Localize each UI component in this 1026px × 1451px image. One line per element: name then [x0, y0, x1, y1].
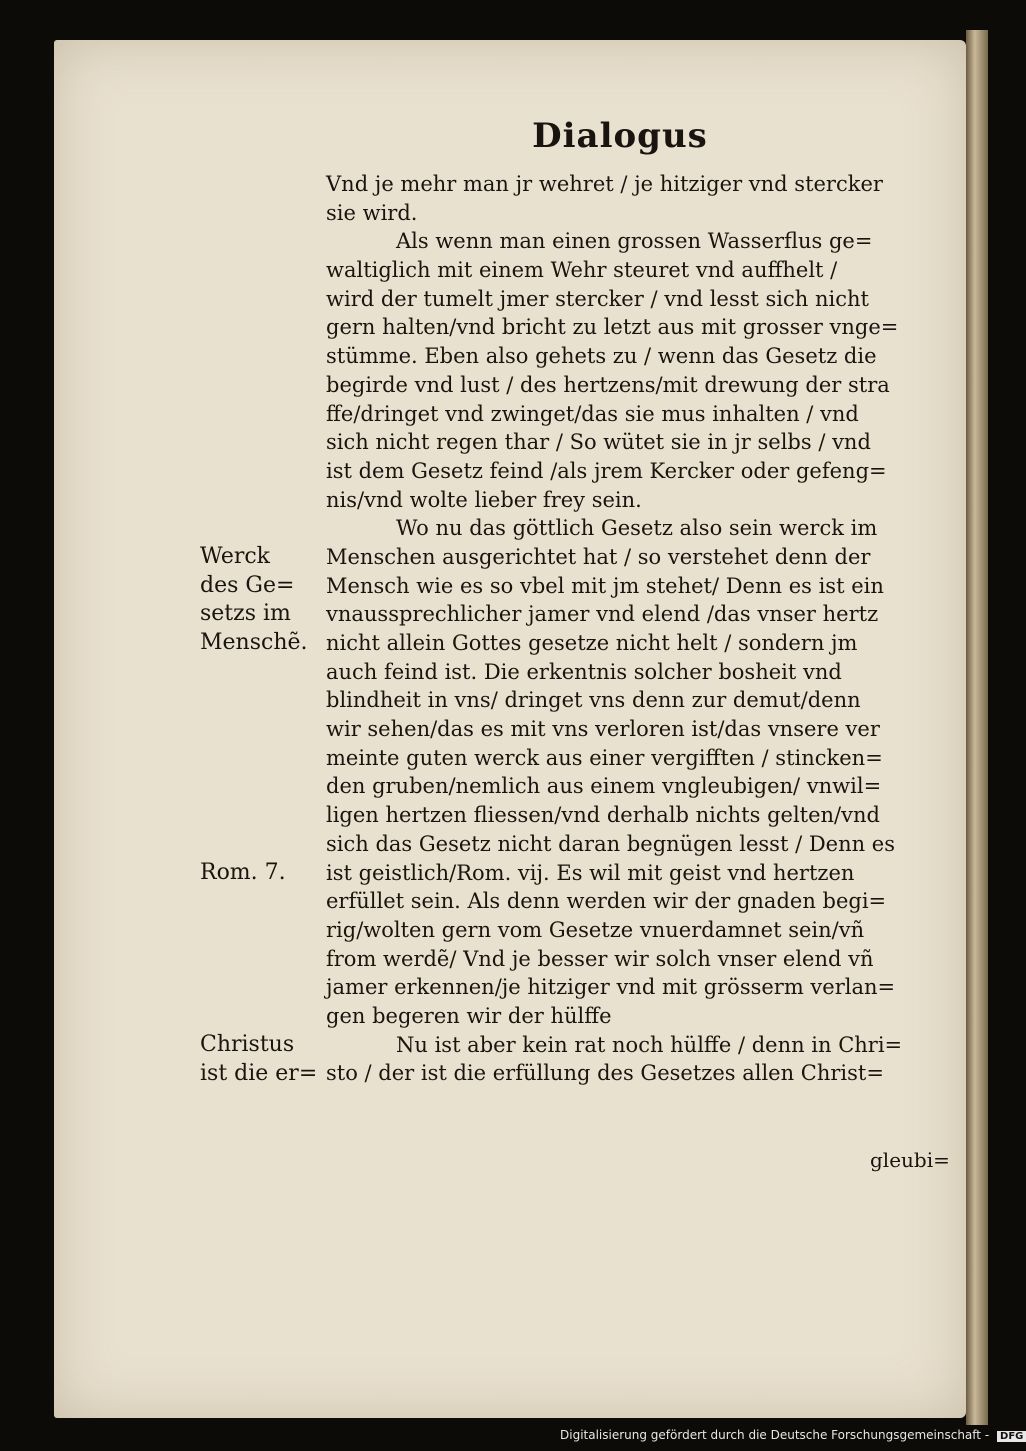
text-line: Vnd je mehr man jr wehret / je hitziger vnd stercker [326, 172, 883, 196]
text-line: wird der tumelt jmer stercker / vnd lesst sich nicht [326, 286, 869, 311]
text-line: waltiglich mit einem Wehr steuret vnd auffhelt / [326, 258, 838, 283]
text-line: Wo nu das göttlich Gesetz also sein werck im [396, 516, 878, 541]
text-line: den gruben/nemlich aus einem vngleubigen/ vnwil= [326, 774, 882, 799]
margin-note-line: Werck [200, 544, 271, 570]
digitization-credit: Digitalisierung gefördert durch die Deutsche Forschungsgemeinschaft - DFG [560, 1428, 990, 1442]
catchword: gleubi= [870, 1148, 950, 1172]
margin-note-line: ist die er= [200, 1060, 318, 1086]
text-line: sich das Gesetz nicht daran begnügen lesst / Denn es [326, 831, 896, 856]
text-line: ist geistlich/Rom. vij. Es wil mit geist vnd hertzen [326, 860, 855, 885]
text-line: rig/wolten gern vom Gesetze vnuerdamnet sein/vñ [326, 917, 865, 942]
text-line: stümme. Eben also gehets zu / wenn das Gesetz die [326, 344, 877, 369]
text-line: sto / der ist die erfüllung des Gesetzes allen Christ= [326, 1061, 884, 1086]
text-line: gern halten/vnd bricht zu letzt aus mit grosser vnge= [326, 315, 899, 340]
text-line: Menschen ausgerichtet hat / so verstehet denn der [326, 544, 871, 569]
text-line: ist dem Gesetz feind /als jrem Kercker oder gefeng= [326, 458, 887, 483]
text-line: Als wenn man einen grossen Wasserflus ge= [396, 229, 873, 254]
text-line: nis/vnd wolte lieber frey sein. [326, 487, 642, 512]
text-line: blindheit in vns/ dringet vns denn zur demut/denn [326, 688, 861, 713]
text-line: meinte guten werck aus einer vergifften / stincken= [326, 745, 883, 770]
margin-note-line: des Ge= [200, 572, 295, 598]
margin-note-line: Menschẽ. [200, 630, 308, 656]
book-edge [966, 30, 988, 1425]
dfg-logo: DFG [997, 1431, 1026, 1442]
text-line: jamer erkennen/je hitziger vnd mit grösserm verlan= [326, 975, 896, 1000]
text-line: sich nicht regen thar / So wütet sie in jr selbs / vnd [326, 430, 871, 455]
text-line: gen begeren wir der hülffe [326, 1003, 612, 1028]
body-text [326, 170, 966, 1088]
text-line: begirde vnd lust / des hertzens/mit drewung der stra [326, 372, 890, 397]
text-line: ligen hertzen fliessen/vnd derhalb nichts gelten/vnd [326, 803, 880, 828]
text-line: vnaussprechlicher jamer vnd elend /das vnser hertz [326, 602, 879, 627]
text-line: erfüllet sein. Als denn werden wir der gnaden begi= [326, 889, 887, 914]
margin-note-line: Christus [200, 1032, 295, 1057]
margin-note [200, 1031, 325, 1088]
margin-note [200, 859, 325, 888]
text-line: nicht allein Gottes gesetze nicht helt / sondern jm [326, 631, 858, 655]
text-line: from werdẽ/ Vnd je besser wir solch vnser elend vñ [326, 946, 874, 971]
margin-note [200, 543, 325, 658]
footer-text: Digitalisierung gefördert durch die Deutsche Forschungsgemeinschaft [560, 1428, 982, 1442]
margin-note-line: Rom. 7. [200, 859, 286, 885]
margin-note-line: setzs im [200, 601, 291, 627]
text-line: Mensch wie es so vbel mit jm stehet/ Denn es ist ein [326, 573, 884, 598]
text-line: auch feind ist. Die erkentnis solcher bosheit vnd [326, 659, 842, 684]
text-line: wir sehen/das es mit vns verloren ist/das vnsere ver [326, 717, 880, 742]
text-line: ffe/dringet vnd zwinget/das sie mus inhalten / vnd [326, 401, 859, 426]
page-header-title: Dialogus [532, 116, 708, 156]
text-line: sie wird. [326, 200, 418, 225]
text-line: Nu ist aber kein rat noch hülffe / denn in Chri= [396, 1032, 903, 1057]
